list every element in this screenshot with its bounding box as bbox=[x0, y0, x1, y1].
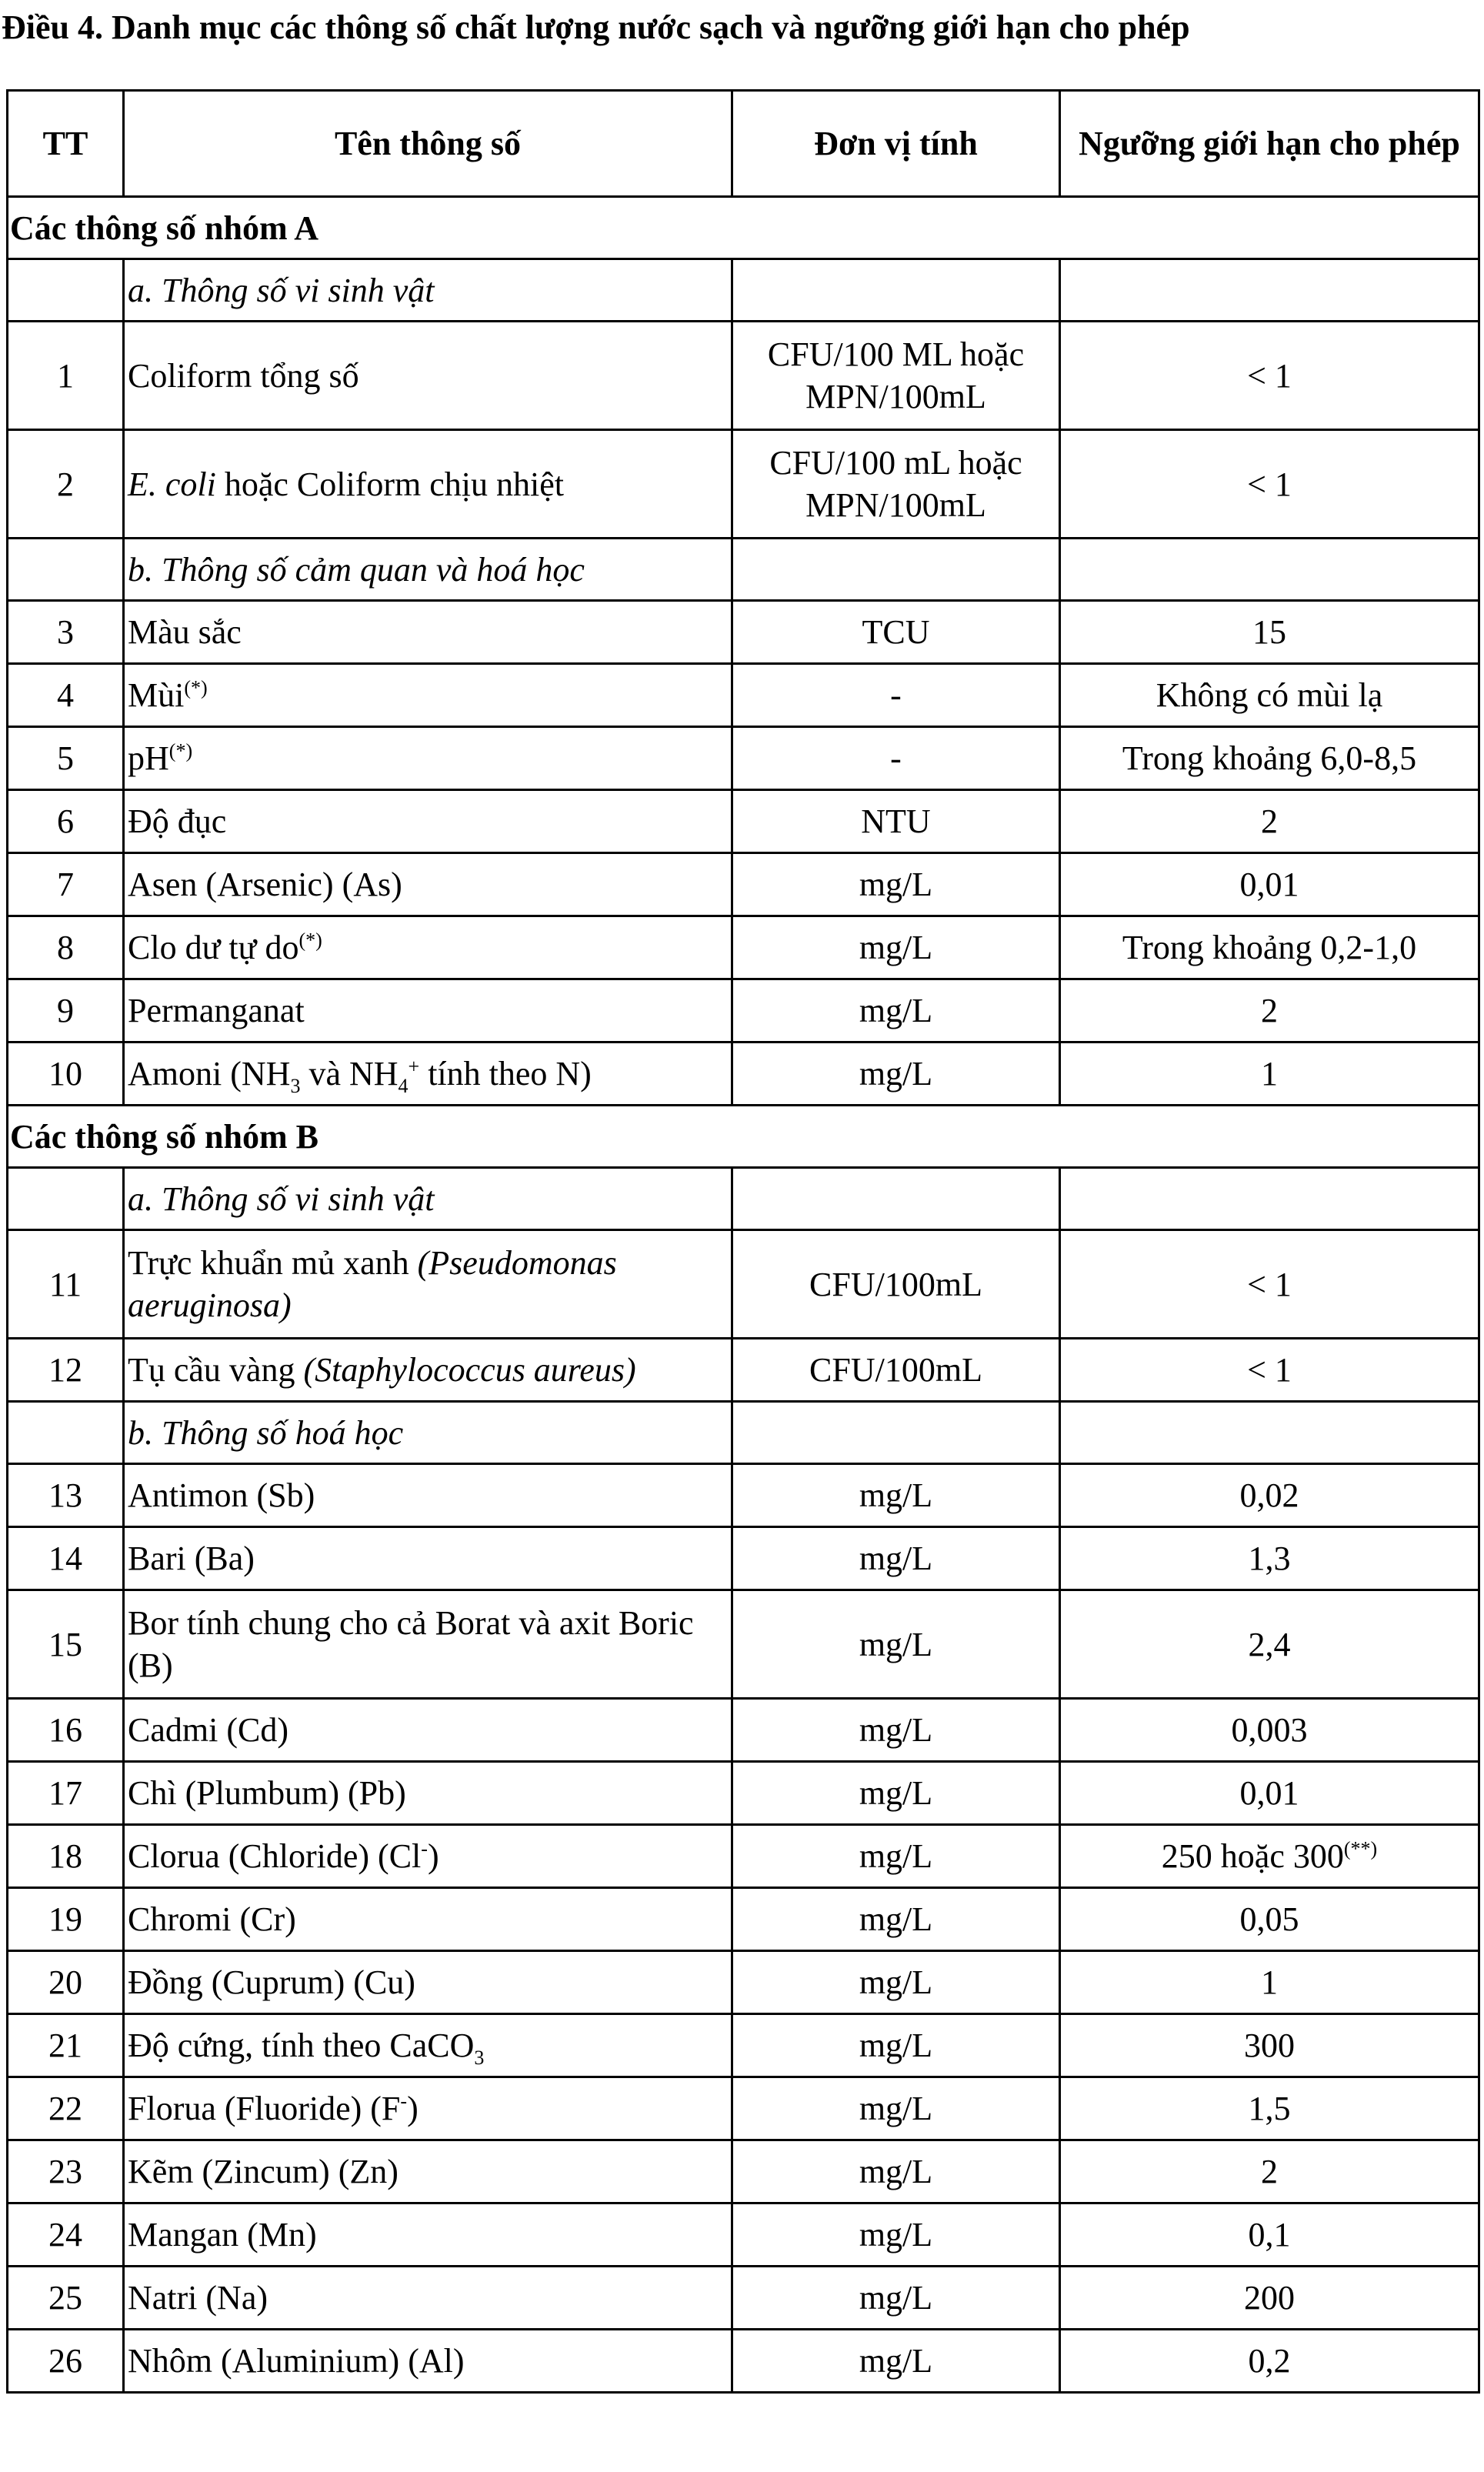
limit-segment: < 1 bbox=[1247, 1351, 1292, 1389]
limit-segment: 2 bbox=[1261, 992, 1278, 1029]
limit-segment: 15 bbox=[1252, 613, 1286, 651]
row-limit bbox=[1060, 1527, 1479, 1590]
limit-segment: 300 bbox=[1244, 2027, 1295, 2064]
row-parameter-name bbox=[124, 790, 732, 853]
row-tt: 16 bbox=[8, 1699, 124, 1762]
row-tt: 26 bbox=[8, 2330, 124, 2393]
table-row bbox=[8, 1339, 1479, 1402]
name-segment: Bor tính chung cho cả Borat và axit Boric (B) bbox=[128, 1604, 694, 1684]
table-row bbox=[8, 322, 1479, 430]
row-limit bbox=[1060, 322, 1479, 430]
row-limit bbox=[1060, 1464, 1479, 1527]
limit-segment: 0,1 bbox=[1248, 2216, 1291, 2253]
row-tt: 15 bbox=[8, 1590, 124, 1699]
limit-segment: < 1 bbox=[1247, 465, 1292, 503]
row-parameter-name bbox=[124, 979, 732, 1043]
name-segment: - bbox=[400, 2090, 408, 2113]
row-limit bbox=[1060, 1825, 1479, 1888]
row-unit: CFU/100 mL hoặc MPN/100mL bbox=[732, 430, 1060, 539]
table-body bbox=[8, 91, 1479, 2393]
row-limit bbox=[1060, 916, 1479, 979]
name-segment: 3 bbox=[474, 2046, 485, 2069]
subgroup-limit-cell bbox=[1060, 539, 1479, 601]
limit-segment: 2 bbox=[1261, 802, 1278, 840]
row-unit: CFU/100 ML hoặc MPN/100mL bbox=[732, 322, 1060, 430]
row-unit: mg/L bbox=[732, 2330, 1060, 2393]
name-segment: pH bbox=[128, 739, 169, 777]
row-parameter-name bbox=[124, 322, 732, 430]
row-parameter-name bbox=[124, 1699, 732, 1762]
row-limit bbox=[1060, 2203, 1479, 2267]
name-segment: và NH bbox=[300, 1055, 399, 1093]
row-tt: 23 bbox=[8, 2140, 124, 2203]
name-segment: ) bbox=[407, 2090, 419, 2127]
limit-segment: 2 bbox=[1261, 2153, 1278, 2190]
table-row bbox=[8, 790, 1479, 853]
header-name: Tên thông số bbox=[124, 91, 732, 197]
row-limit bbox=[1060, 979, 1479, 1043]
table-row bbox=[8, 2140, 1479, 2203]
subgroup-row bbox=[8, 539, 1479, 601]
subgroup-title: b. Thông số hoá học bbox=[124, 1402, 732, 1464]
name-segment: Màu sắc bbox=[128, 613, 242, 651]
row-tt: 10 bbox=[8, 1043, 124, 1106]
limit-segment: 200 bbox=[1244, 2279, 1295, 2317]
limit-segment: Trong khoảng 6,0-8,5 bbox=[1122, 739, 1417, 777]
header-limit: Ngưỡng giới hạn cho phép bbox=[1060, 91, 1479, 197]
row-unit: mg/L bbox=[732, 1699, 1060, 1762]
subgroup-unit-cell bbox=[732, 1402, 1060, 1464]
name-segment: Bari (Ba) bbox=[128, 1540, 255, 1577]
row-limit bbox=[1060, 1590, 1479, 1699]
limit-segment: 1,3 bbox=[1248, 1540, 1291, 1577]
header-tt: TT bbox=[8, 91, 124, 197]
row-limit bbox=[1060, 1699, 1479, 1762]
row-parameter-name bbox=[124, 2330, 732, 2393]
row-tt: 3 bbox=[8, 601, 124, 664]
row-tt: 14 bbox=[8, 1527, 124, 1590]
limit-segment: 0,003 bbox=[1231, 1711, 1308, 1749]
row-parameter-name bbox=[124, 853, 732, 916]
row-parameter-name bbox=[124, 727, 732, 790]
table-row bbox=[8, 853, 1479, 916]
limit-segment: 0,05 bbox=[1239, 1900, 1299, 1938]
subgroup-unit-cell bbox=[732, 259, 1060, 322]
name-segment: Chromi (Cr) bbox=[128, 1900, 296, 1938]
limit-segment: 2,4 bbox=[1248, 1625, 1291, 1663]
row-limit bbox=[1060, 1762, 1479, 1825]
table-row bbox=[8, 1762, 1479, 1825]
row-tt: 8 bbox=[8, 916, 124, 979]
name-segment: Asen (Arsenic) (As) bbox=[128, 866, 402, 903]
name-segment: (Staphylococcus aureus) bbox=[303, 1351, 636, 1389]
row-parameter-name bbox=[124, 1230, 732, 1339]
subgroup-row bbox=[8, 1168, 1479, 1230]
row-limit bbox=[1060, 430, 1479, 539]
name-segment: Florua (Fluoride) (F bbox=[128, 2090, 401, 2127]
name-segment: Tụ cầu vàng bbox=[128, 1351, 304, 1389]
row-parameter-name bbox=[124, 664, 732, 727]
group-header-row bbox=[8, 1106, 1479, 1168]
name-segment: Độ đục bbox=[128, 802, 227, 840]
row-unit: mg/L bbox=[732, 853, 1060, 916]
row-unit: mg/L bbox=[732, 2203, 1060, 2267]
table-row bbox=[8, 1590, 1479, 1699]
row-unit: mg/L bbox=[732, 2267, 1060, 2330]
name-segment: Nhôm (Aluminium) (Al) bbox=[128, 2342, 465, 2380]
row-limit bbox=[1060, 2140, 1479, 2203]
subgroup-limit-cell bbox=[1060, 259, 1479, 322]
row-limit bbox=[1060, 727, 1479, 790]
row-tt: 5 bbox=[8, 727, 124, 790]
table-row bbox=[8, 979, 1479, 1043]
group-title: Các thông số nhóm A bbox=[8, 197, 1479, 259]
row-unit: NTU bbox=[732, 790, 1060, 853]
row-limit bbox=[1060, 2014, 1479, 2077]
table-row bbox=[8, 916, 1479, 979]
subgroup-title: b. Thông số cảm quan và hoá học bbox=[124, 539, 732, 601]
limit-segment: Trong khoảng 0,2-1,0 bbox=[1122, 929, 1417, 966]
row-limit bbox=[1060, 1043, 1479, 1106]
table-row bbox=[8, 2014, 1479, 2077]
row-limit bbox=[1060, 790, 1479, 853]
row-unit: mg/L bbox=[732, 1043, 1060, 1106]
name-segment: Mùi bbox=[128, 676, 185, 714]
row-unit: mg/L bbox=[732, 1527, 1060, 1590]
subgroup-unit-cell bbox=[732, 1168, 1060, 1230]
subgroup-tt-cell bbox=[8, 1402, 124, 1464]
row-unit: TCU bbox=[732, 601, 1060, 664]
row-parameter-name bbox=[124, 2014, 732, 2077]
name-segment: Permanganat bbox=[128, 992, 305, 1029]
limit-segment: < 1 bbox=[1247, 1265, 1292, 1303]
subgroup-title: a. Thông số vi sinh vật bbox=[124, 259, 732, 322]
name-segment: E. coli bbox=[128, 465, 216, 503]
name-segment: Chì (Plumbum) (Pb) bbox=[128, 1774, 406, 1812]
name-segment: Natri (Na) bbox=[128, 2279, 268, 2317]
row-parameter-name bbox=[124, 1527, 732, 1590]
row-tt: 4 bbox=[8, 664, 124, 727]
limit-segment: 1 bbox=[1261, 1055, 1278, 1093]
subgroup-tt-cell bbox=[8, 259, 124, 322]
row-unit: mg/L bbox=[732, 1464, 1060, 1527]
name-segment: (*) bbox=[298, 929, 322, 952]
row-tt: 1 bbox=[8, 322, 124, 430]
row-unit: mg/L bbox=[732, 2140, 1060, 2203]
row-unit: mg/L bbox=[732, 1825, 1060, 1888]
table-row bbox=[8, 2077, 1479, 2140]
table-row bbox=[8, 1230, 1479, 1339]
subgroup-row bbox=[8, 1402, 1479, 1464]
row-limit bbox=[1060, 1230, 1479, 1339]
name-segment: tính theo N) bbox=[419, 1055, 592, 1093]
row-unit: - bbox=[732, 664, 1060, 727]
row-tt: 20 bbox=[8, 1951, 124, 2014]
table-row bbox=[8, 1464, 1479, 1527]
row-limit bbox=[1060, 2267, 1479, 2330]
page-title: Điều 4. Danh mục các thông số chất lượng nước sạch và ngưỡng giới hạn cho phép bbox=[2, 8, 1190, 46]
table-header-row bbox=[8, 91, 1479, 197]
table-row bbox=[8, 1825, 1479, 1888]
limit-segment: 250 hoặc 300 bbox=[1161, 1837, 1344, 1875]
row-unit: CFU/100mL bbox=[732, 1230, 1060, 1339]
row-limit bbox=[1060, 2077, 1479, 2140]
row-tt: 7 bbox=[8, 853, 124, 916]
limit-segment: 0,01 bbox=[1239, 1774, 1299, 1812]
row-parameter-name bbox=[124, 1951, 732, 2014]
name-segment: Cadmi (Cd) bbox=[128, 1711, 288, 1749]
table-row bbox=[8, 2203, 1479, 2267]
row-limit bbox=[1060, 1339, 1479, 1402]
subgroup-tt-cell bbox=[8, 1168, 124, 1230]
row-tt: 24 bbox=[8, 2203, 124, 2267]
row-tt: 6 bbox=[8, 790, 124, 853]
row-unit: CFU/100mL bbox=[732, 1339, 1060, 1402]
name-segment: Trực khuẩn mủ xanh bbox=[128, 1244, 418, 1282]
subgroup-limit-cell bbox=[1060, 1402, 1479, 1464]
parameter-table bbox=[6, 89, 1480, 2394]
name-segment: + bbox=[408, 1055, 420, 1078]
group-header-row bbox=[8, 197, 1479, 259]
row-parameter-name bbox=[124, 916, 732, 979]
row-tt: 12 bbox=[8, 1339, 124, 1402]
subgroup-row bbox=[8, 259, 1479, 322]
limit-segment: 0,01 bbox=[1239, 866, 1299, 903]
table-row bbox=[8, 1888, 1479, 1951]
header-unit: Đơn vị tính bbox=[732, 91, 1060, 197]
name-segment: Kẽm (Zincum) (Zn) bbox=[128, 2153, 399, 2190]
row-parameter-name bbox=[124, 2077, 732, 2140]
row-tt: 9 bbox=[8, 979, 124, 1043]
row-parameter-name bbox=[124, 1339, 732, 1402]
row-parameter-name bbox=[124, 601, 732, 664]
name-segment: ) bbox=[427, 1837, 439, 1875]
row-parameter-name bbox=[124, 1762, 732, 1825]
row-unit: mg/L bbox=[732, 1951, 1060, 2014]
row-parameter-name bbox=[124, 2267, 732, 2330]
row-tt: 11 bbox=[8, 1230, 124, 1339]
limit-segment: 1 bbox=[1261, 1963, 1278, 2001]
name-segment: Mangan (Mn) bbox=[128, 2216, 317, 2253]
table-row bbox=[8, 601, 1479, 664]
name-segment: Clorua (Chloride) (Cl bbox=[128, 1837, 422, 1875]
table-row bbox=[8, 1043, 1479, 1106]
row-limit bbox=[1060, 2330, 1479, 2393]
row-tt: 17 bbox=[8, 1762, 124, 1825]
name-segment: Amoni (NH bbox=[128, 1055, 291, 1093]
subgroup-title: a. Thông số vi sinh vật bbox=[124, 1168, 732, 1230]
name-segment: 4 bbox=[398, 1074, 409, 1097]
row-unit: mg/L bbox=[732, 1888, 1060, 1951]
row-tt: 19 bbox=[8, 1888, 124, 1951]
name-segment: Coliform tổng số bbox=[128, 356, 359, 395]
row-tt: 2 bbox=[8, 430, 124, 539]
row-limit bbox=[1060, 664, 1479, 727]
name-segment: Đồng (Cuprum) (Cu) bbox=[128, 1963, 415, 2001]
table-row bbox=[8, 1699, 1479, 1762]
name-segment: - bbox=[421, 1837, 428, 1860]
table-row bbox=[8, 727, 1479, 790]
row-parameter-name bbox=[124, 1590, 732, 1699]
name-segment: (*) bbox=[184, 676, 208, 699]
row-limit bbox=[1060, 853, 1479, 916]
subgroup-tt-cell bbox=[8, 539, 124, 601]
row-unit: mg/L bbox=[732, 1590, 1060, 1699]
name-segment: (Pseudomonas aeruginosa) bbox=[128, 1244, 617, 1324]
row-parameter-name bbox=[124, 1043, 732, 1106]
name-segment: Độ cứng, tính theo CaCO bbox=[128, 2027, 475, 2064]
limit-segment: Không có mùi lạ bbox=[1156, 676, 1383, 714]
row-limit bbox=[1060, 601, 1479, 664]
row-parameter-name bbox=[124, 1888, 732, 1951]
row-unit: mg/L bbox=[732, 916, 1060, 979]
row-tt: 22 bbox=[8, 2077, 124, 2140]
table-row bbox=[8, 430, 1479, 539]
name-segment: Antimon (Sb) bbox=[128, 1476, 315, 1514]
name-segment: Clo dư tự do bbox=[128, 929, 299, 966]
name-segment: (*) bbox=[168, 739, 193, 762]
row-unit: mg/L bbox=[732, 979, 1060, 1043]
limit-segment: 0,2 bbox=[1248, 2342, 1291, 2380]
table-row bbox=[8, 2330, 1479, 2393]
name-segment: hoặc Coliform chịu nhiệt bbox=[215, 465, 564, 503]
subgroup-unit-cell bbox=[732, 539, 1060, 601]
row-parameter-name bbox=[124, 2203, 732, 2267]
row-parameter-name bbox=[124, 1825, 732, 1888]
name-segment: 3 bbox=[290, 1074, 301, 1097]
table-row bbox=[8, 1527, 1479, 1590]
row-parameter-name bbox=[124, 430, 732, 539]
table-row bbox=[8, 1951, 1479, 2014]
row-limit bbox=[1060, 1951, 1479, 2014]
row-limit bbox=[1060, 1888, 1479, 1951]
limit-segment: (**) bbox=[1343, 1837, 1378, 1860]
group-title: Các thông số nhóm B bbox=[8, 1106, 1479, 1168]
row-unit: mg/L bbox=[732, 1762, 1060, 1825]
row-tt: 18 bbox=[8, 1825, 124, 1888]
row-parameter-name bbox=[124, 2140, 732, 2203]
limit-segment: < 1 bbox=[1247, 356, 1292, 395]
row-tt: 13 bbox=[8, 1464, 124, 1527]
table-row bbox=[8, 2267, 1479, 2330]
limit-segment: 0,02 bbox=[1239, 1476, 1299, 1514]
row-unit: - bbox=[732, 727, 1060, 790]
row-unit: mg/L bbox=[732, 2014, 1060, 2077]
row-tt: 25 bbox=[8, 2267, 124, 2330]
row-unit: mg/L bbox=[732, 2077, 1060, 2140]
row-tt: 21 bbox=[8, 2014, 124, 2077]
table-row bbox=[8, 664, 1479, 727]
row-parameter-name bbox=[124, 1464, 732, 1527]
limit-segment: 1,5 bbox=[1248, 2090, 1291, 2127]
subgroup-limit-cell bbox=[1060, 1168, 1479, 1230]
